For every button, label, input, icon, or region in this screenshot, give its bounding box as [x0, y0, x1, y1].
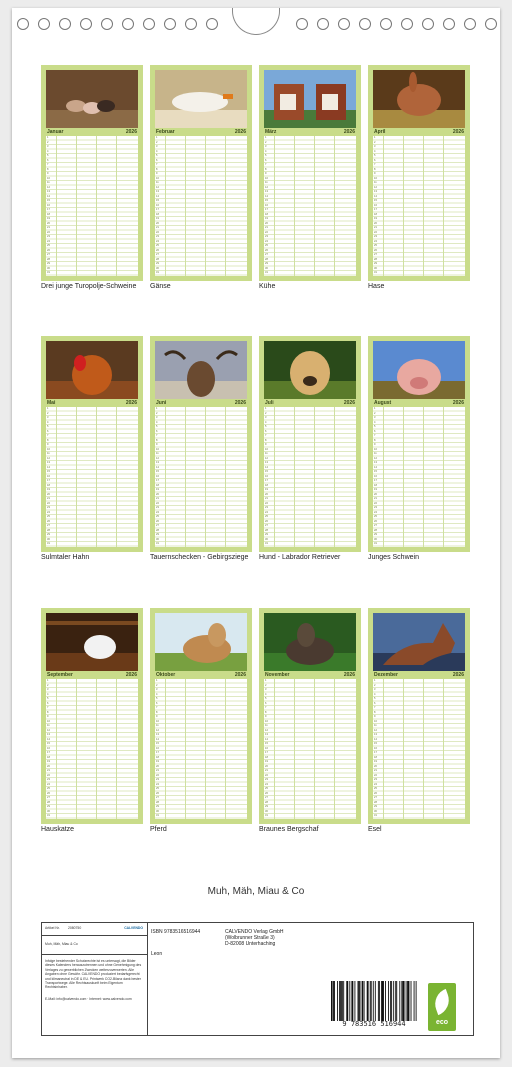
- grid-column-line: [165, 679, 166, 819]
- day-numbers: 1 2 3 4 5 6 7 8 9 10 11 12 13 14 15 16 17 18 19 20 21 22 23 24 25 26 27 28 29 30 31: [374, 679, 377, 817]
- binding-hole: [80, 18, 92, 30]
- barcode-bar: [378, 981, 379, 1021]
- barcode-bar: [406, 981, 407, 1021]
- grid-column-line: [423, 136, 424, 276]
- month-name: November: [265, 672, 290, 678]
- month-year: 2026: [234, 400, 246, 406]
- barcode-bar: [375, 981, 376, 1021]
- binding-hole: [122, 18, 134, 30]
- grid-column-line: [314, 136, 315, 276]
- month-name: April: [374, 129, 386, 135]
- day-numbers: 1 2 3 4 5 6 7 8 9 10 11 12 13 14 15 16 17 18 19 20 21 22 23 24 25 26 27 28 29 30 31: [374, 407, 377, 545]
- grid-column-line: [334, 679, 335, 819]
- barcode-bar: [360, 981, 361, 1021]
- info-column-isbn: [148, 923, 223, 1035]
- barcode-bar: [333, 981, 334, 1021]
- barcode-bar: [347, 981, 348, 1021]
- day-numbers: 1 2 3 4 5 6 7 8 9 10 11 12 13 14 15 16 17 18 19 20 21 22 23 24 25 26 27 28 29 30 31: [265, 136, 268, 274]
- grid-column-line: [76, 407, 77, 547]
- day-numbers: 1 2 3 4 5 6 7 8 9 10 11 12 13 14 15 16 17 18 19 20 21 22 23 24 25 26 27 28 29 30 31: [156, 136, 159, 274]
- grid-column-line: [116, 407, 117, 547]
- barcode-bar: [343, 981, 344, 1021]
- grid-column-line: [294, 136, 295, 276]
- barcode-bar: [370, 981, 371, 1021]
- grid-column-line: [116, 136, 117, 276]
- binding-hole: [443, 18, 455, 30]
- month-block: [368, 336, 470, 552]
- barcode-bar: [396, 981, 397, 1021]
- month-caption: Braunes Bergschaf: [259, 826, 319, 833]
- cows-photo: [264, 70, 356, 128]
- day-numbers: 1 2 3 4 5 6 7 8 9 10 11 12 13 14 15 16 17 18 19 20 21 22 23 24 25 26 27 28 29 30 31: [156, 407, 159, 545]
- calvendo-logo: CALVENDO: [124, 926, 143, 930]
- barcode-digits: 9 783516 516944: [342, 1020, 406, 1028]
- grid-column-line: [423, 407, 424, 547]
- grid-column-line: [403, 679, 404, 819]
- barcode-bar: [414, 981, 415, 1021]
- barcode-bar: [359, 981, 360, 1021]
- binding-hole: [380, 18, 392, 30]
- month-name: Oktober: [156, 672, 176, 678]
- month-year: 2026: [452, 400, 464, 406]
- grid-column-line: [443, 679, 444, 819]
- grid-column-line: [294, 679, 295, 819]
- barcode-bar: [383, 981, 384, 1021]
- grid-column-line: [76, 679, 77, 819]
- barcode-bar: [349, 981, 350, 1021]
- barcode-bar: [399, 981, 400, 1021]
- grid-column-line: [403, 136, 404, 276]
- month-block: [41, 608, 143, 824]
- barcode-bar: [368, 981, 369, 1021]
- grid-column-line: [383, 136, 384, 276]
- month-header: [373, 399, 465, 407]
- month-name: Mai: [47, 400, 56, 406]
- planner-grid: [46, 679, 138, 819]
- month-year: 2026: [343, 129, 355, 135]
- month-caption: Kühe: [259, 283, 276, 290]
- pigs-photo: [46, 70, 138, 128]
- goat-photo: [155, 341, 247, 399]
- publisher-street: (Wolbrunner Straße 3): [225, 935, 275, 941]
- month-name: März: [265, 129, 277, 135]
- month-block: [150, 336, 252, 552]
- barcode-bar: [402, 981, 404, 1021]
- month-name: August: [374, 400, 392, 406]
- month-year: 2026: [452, 129, 464, 135]
- product-title: Muh, Mäh, Miau & Co: [45, 942, 78, 946]
- month-block: [368, 65, 470, 281]
- barcode-bar: [340, 981, 341, 1021]
- isbn: ISBN 9783516516944: [151, 929, 201, 935]
- donkey-photo: [373, 613, 465, 671]
- binding-hole: [317, 18, 329, 30]
- grid-column-line: [56, 679, 57, 819]
- barcode-bar: [404, 981, 405, 1021]
- month-caption: Esel: [368, 826, 382, 833]
- planner-grid: [46, 136, 138, 276]
- grid-column-line: [165, 407, 166, 547]
- grid-column-line: [423, 679, 424, 819]
- barcode-bar: [364, 981, 365, 1021]
- grid-column-line: [56, 136, 57, 276]
- barcode-bar: [411, 981, 412, 1021]
- grid-column-line: [116, 679, 117, 819]
- binding-hole: [464, 18, 476, 30]
- barcode-bar: [379, 981, 380, 1021]
- month-block: [259, 608, 361, 824]
- barcode-bar: [354, 981, 355, 1021]
- day-numbers: 1 2 3 4 5 6 7 8 9 10 11 12 13 14 15 16 17 18 19 20 21 22 23 24 25 26 27 28 29 30 31: [265, 679, 268, 817]
- month-caption: Tauernschecken - Gebirgsziege: [150, 554, 249, 561]
- pig-photo: [373, 341, 465, 399]
- grid-column-line: [205, 136, 206, 276]
- month-header: [155, 671, 247, 679]
- planner-grid: [264, 679, 356, 819]
- binding-hole: [59, 18, 71, 30]
- barcode-bar: [352, 981, 353, 1021]
- grid-column-line: [96, 136, 97, 276]
- grid-column-line: [274, 679, 275, 819]
- grid-column-line: [185, 136, 186, 276]
- planner-grid: [46, 407, 138, 547]
- binding-hole: [185, 18, 197, 30]
- month-caption: Pferd: [150, 826, 167, 833]
- legal-disclaimer: Infolge bestehender Schutzrechte ist es untersagt, die Bilder dieses Kalenders herauszutrennen und ohne Genehmigung des Verlages zu gewerblichen Zwecken weiterzuverwerten. Alle Angaben ohne Gewähr. CALVENDO produziert bedarfsgerecht und klimaneutral in DE & EU. Printwerk CO2-Bilanz dank bester Transportwege. Alle Rechtsauskunft beim Eigentum Rechtsinhaber.: [45, 959, 142, 990]
- rabbit-photo: [373, 70, 465, 128]
- month-caption: Hauskatze: [41, 826, 75, 833]
- binding-hole: [485, 18, 497, 30]
- month-caption: Hund - Labrador Retriever: [259, 554, 341, 561]
- barcode-bar: [388, 981, 389, 1021]
- barcode-bar: [409, 981, 410, 1021]
- month-header: [46, 399, 138, 407]
- binding-hole: [164, 18, 176, 30]
- barcode-bar: [381, 981, 382, 1021]
- article-number: 2080750: [68, 926, 82, 930]
- barcode-bar: [331, 981, 333, 1021]
- month-year: 2026: [343, 672, 355, 678]
- grid-column-line: [185, 407, 186, 547]
- month-block: [150, 608, 252, 824]
- product-info-box: [41, 922, 474, 1036]
- cat-photo: [46, 613, 138, 671]
- month-header: [155, 399, 247, 407]
- month-year: 2026: [234, 672, 246, 678]
- day-numbers: 1 2 3 4 5 6 7 8 9 10 11 12 13 14 15 16 17 18 19 20 21 22 23 24 25 26 27 28 29 30 31: [47, 407, 50, 545]
- binding-hole: [359, 18, 371, 30]
- sheep-photo: [264, 613, 356, 671]
- barcode-bar: [373, 981, 374, 1021]
- planner-grid: [155, 407, 247, 547]
- grid-column-line: [76, 136, 77, 276]
- planner-grid: [373, 407, 465, 547]
- info-column-publisher: [225, 923, 345, 1035]
- month-name: Dezember: [374, 672, 398, 678]
- dog-photo: [264, 341, 356, 399]
- geese-photo: [155, 70, 247, 128]
- planner-grid: [373, 679, 465, 819]
- grid-column-line: [294, 407, 295, 547]
- grid-column-line: [205, 679, 206, 819]
- binding-hole: [422, 18, 434, 30]
- grid-column-line: [56, 407, 57, 547]
- grid-column-line: [185, 679, 186, 819]
- grid-column-line: [334, 136, 335, 276]
- grid-column-line: [443, 407, 444, 547]
- month-year: 2026: [125, 400, 137, 406]
- month-header: [373, 671, 465, 679]
- grid-column-line: [383, 407, 384, 547]
- barcode-bar: [401, 981, 402, 1021]
- barcode-bar: [385, 981, 386, 1021]
- month-name: Februar: [156, 129, 175, 135]
- planner-grid: [155, 679, 247, 819]
- barcode-bar: [416, 981, 417, 1021]
- planner-grid: [264, 136, 356, 276]
- publisher-city: D-82008 Unterhaching: [225, 941, 276, 947]
- binding-hole: [296, 18, 308, 30]
- month-block: [41, 65, 143, 281]
- month-year: 2026: [125, 672, 137, 678]
- rooster-photo: [46, 341, 138, 399]
- month-year: 2026: [125, 129, 137, 135]
- grid-column-line: [96, 679, 97, 819]
- article-label: Artikel Nr.: [45, 926, 60, 930]
- month-caption: Gänse: [150, 283, 171, 290]
- barcode-bars: [329, 981, 419, 1021]
- grid-column-line: [165, 136, 166, 276]
- binding-hole: [338, 18, 350, 30]
- grid-column-line: [314, 407, 315, 547]
- barcode-bar: [334, 981, 335, 1021]
- month-caption: Drei junge Turopolje-Schweine: [41, 283, 137, 290]
- barcode-bar: [391, 981, 392, 1021]
- month-header: [46, 671, 138, 679]
- month-name: Januar: [47, 129, 64, 135]
- day-numbers: 1 2 3 4 5 6 7 8 9 10 11 12 13 14 15 16 17 18 19 20 21 22 23 24 25 26 27 28 29 30 31: [374, 136, 377, 274]
- binding-hole: [143, 18, 155, 30]
- grid-column-line: [274, 407, 275, 547]
- day-numbers: 1 2 3 4 5 6 7 8 9 10 11 12 13 14 15 16 17 18 19 20 21 22 23 24 25 26 27 28 29 30 31: [47, 679, 50, 817]
- barcode-bar: [371, 981, 372, 1021]
- planner-grid: [155, 136, 247, 276]
- barcode-bar: [362, 981, 364, 1021]
- binding-hole: [401, 18, 413, 30]
- barcode-bar: [390, 981, 391, 1021]
- grid-column-line: [334, 407, 335, 547]
- grid-column-line: [225, 679, 226, 819]
- grid-column-line: [225, 136, 226, 276]
- month-block: [259, 65, 361, 281]
- day-numbers: 1 2 3 4 5 6 7 8 9 10 11 12 13 14 15 16 17 18 19 20 21 22 23 24 25 26 27 28 29 30 31: [47, 136, 50, 274]
- month-name: Juli: [265, 400, 274, 406]
- grid-column-line: [274, 136, 275, 276]
- month-name: September: [47, 672, 73, 678]
- barcode-bar: [393, 981, 394, 1021]
- grid-column-line: [443, 136, 444, 276]
- barcode-bar: [341, 981, 343, 1021]
- binding-hole: [101, 18, 113, 30]
- binding-hole: [38, 18, 50, 30]
- eco-badge: [428, 983, 456, 1031]
- grid-column-line: [314, 679, 315, 819]
- barcode: [329, 981, 419, 1031]
- grid-column-line: [205, 407, 206, 547]
- month-year: 2026: [343, 400, 355, 406]
- day-numbers: 1 2 3 4 5 6 7 8 9 10 11 12 13 14 15 16 17 18 19 20 21 22 23 24 25 26 27 28 29 30 31: [265, 407, 268, 545]
- month-header: [373, 128, 465, 136]
- month-header: [264, 671, 356, 679]
- month-header: [46, 128, 138, 136]
- publisher-name: CALVENDO Verlag GmbH: [225, 929, 284, 935]
- leaf-icon: [431, 989, 454, 1015]
- month-year: 2026: [452, 672, 464, 678]
- month-header: [264, 399, 356, 407]
- barcode-bar: [339, 981, 340, 1021]
- grid-column-line: [383, 679, 384, 819]
- barcode-bar: [395, 981, 396, 1021]
- grid-column-line: [225, 407, 226, 547]
- barcode-bar: [358, 981, 359, 1021]
- month-block: [41, 336, 143, 552]
- article-row: [42, 923, 147, 936]
- planner-grid: [373, 136, 465, 276]
- month-caption: Junges Schwein: [368, 554, 419, 561]
- month-block: [150, 65, 252, 281]
- month-caption: Hase: [368, 283, 385, 290]
- day-numbers: 1 2 3 4 5 6 7 8 9 10 11 12 13 14 15 16 17 18 19 20 21 22 23 24 25 26 27 28 29 30 31: [156, 679, 159, 817]
- month-caption: Sulmtaler Hahn: [41, 554, 90, 561]
- month-header: [155, 128, 247, 136]
- grid-column-line: [403, 407, 404, 547]
- month-header: [264, 128, 356, 136]
- binding-hole: [206, 18, 218, 30]
- info-column-left: [42, 923, 148, 1035]
- contact-line: E-Mail: info@calvendo.com · Internet: www.calvendo.com: [45, 997, 132, 1001]
- grid-column-line: [96, 407, 97, 547]
- binding-hole: [17, 18, 29, 30]
- month-block: [259, 336, 361, 552]
- planner-grid: [264, 407, 356, 547]
- barcode-bar: [337, 981, 338, 1021]
- horse-photo: [155, 613, 247, 671]
- calendar-title: Muh, Mäh, Miau & Co: [207, 886, 305, 897]
- author: Leon: [151, 951, 163, 957]
- month-block: [368, 608, 470, 824]
- month-name: Juni: [156, 400, 167, 406]
- eco-label: eco: [435, 1019, 449, 1026]
- product-title-row: [42, 936, 147, 955]
- month-year: 2026: [234, 129, 246, 135]
